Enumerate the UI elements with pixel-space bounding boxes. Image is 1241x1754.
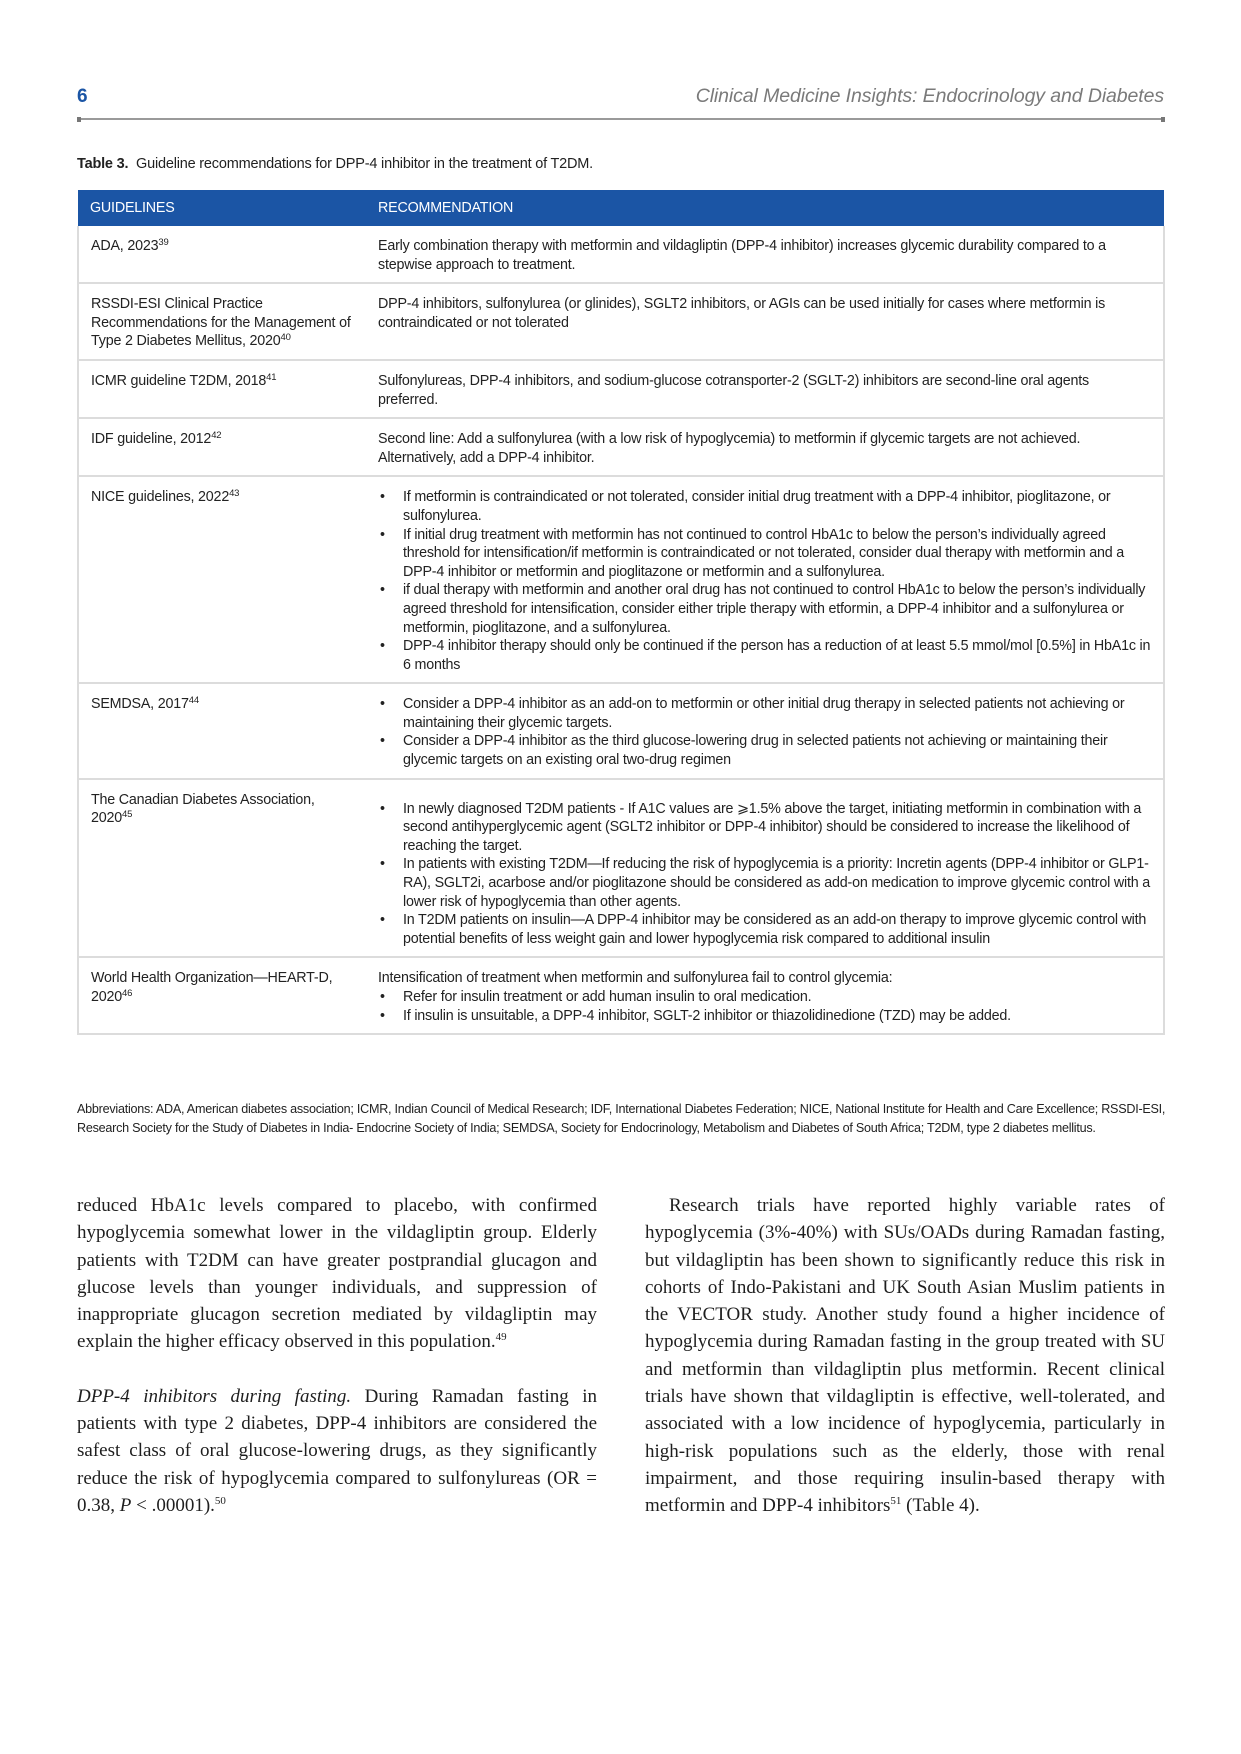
table-header-row — [78, 190, 1164, 226]
recommendation-cell: DPP-4 inhibitors, sulfonylurea (or glinides), SGLT2 inhibitors, or AGIs can be used initially for cases where metformin is contraindicated or not tolerated — [366, 283, 1164, 360]
list-item: • If initial drug treatment with metformin has not continued to control HbA1c to below the person’s individually agreed threshold for intensification/if metformin is contraindicated or not tolerated, consider dual therapy with metformin and a DPP-4 inhibitor or metformin and pioglitazone or metformin and a sulfonylurea. — [378, 526, 1151, 582]
recommendation-line: Alternatively, add a DPP-4 inhibitor. — [378, 449, 595, 466]
body-column-right — [645, 1192, 1165, 1520]
reference-superscript: 44 — [188, 695, 199, 707]
table-row — [78, 683, 1164, 778]
table-row — [78, 957, 1164, 1034]
recommendation-line: Second line: Add a sulfonylurea (with a low risk of hypoglycemia) to metformin if glycemic targets are not achieved. — [378, 431, 1081, 448]
column-header-recommendation: RECOMMENDATION — [366, 190, 1164, 226]
guideline-name: The Canadian Diabetes Association, 2020 — [91, 791, 315, 827]
recommendation-list — [378, 695, 1151, 769]
running-head — [77, 82, 1164, 112]
table-cross-reference: (Table 4). — [901, 1495, 980, 1517]
guideline-name: IDF guideline, 2012 — [91, 431, 212, 448]
list-item: • In T2DM patients on insulin—A DPP-4 inhibitor may be considered as an add-on therapy to improve glycemic control with potential benefits of less weight gain and lower hypoglycemia risk compared to additional insulin — [378, 911, 1151, 948]
section-run-in-heading: DPP-4 inhibitors during fasting. — [77, 1385, 352, 1407]
table-row — [78, 283, 1164, 360]
guideline-cell — [78, 283, 366, 360]
journal-title: Clinical Medicine Insights: Endocrinology and Diabetes — [695, 85, 1164, 107]
list-item: • Consider a DPP-4 inhibitor as the third glucose-lowering drug in selected patients not achieving or maintaining their glycemic targets on an existing oral two-drug regimen — [378, 732, 1151, 769]
list-item: • if dual therapy with metformin and another oral drug has not continued to control HbA1c to below the person’s individually agreed threshold for intensification, consider either triple therapy with etformin, a DPP-4 inhibitor and a sulfonylurea or metformin, pioglitazone, and a sulfonylurea. — [378, 581, 1151, 637]
paragraph-text: During Ramadan fasting in patients with type 2 diabetes, DPP-4 inhibitors are considered the safest class of oral glucose-lowering drugs, as they significantly reduce the risk of hypoglycemia compared to sulfonylureas (OR = 0.38, — [77, 1385, 597, 1516]
reference-superscript: 43 — [229, 488, 240, 500]
column-header-guidelines: GUIDELINES — [78, 190, 366, 226]
recommendation-cell — [366, 957, 1164, 1034]
body-column-left — [77, 1192, 597, 1519]
guideline-name: SEMDSA, 2017 — [91, 696, 189, 713]
guideline-name: ADA, 2023 — [91, 238, 159, 254]
table-row — [78, 226, 1164, 283]
body-paragraph — [77, 1383, 597, 1519]
guideline-cell — [78, 779, 366, 958]
list-item: • In patients with existing T2DM—If reducing the risk of hypoglycemia is a priority: Incretin agents (DPP-4 inhibitor or GLP1-RA), SGLT2i, acarbose and/or pioglitazone should be considered as add-on medication to improve glycemic control with a lower risk of hypoglycemia than other agents. — [378, 855, 1151, 911]
reference-superscript: 51 — [890, 1495, 902, 1508]
guideline-name: ICMR guideline T2DM, 2018 — [91, 372, 267, 389]
table-row — [78, 779, 1164, 958]
recommendation-cell: Early combination therapy with metformin and vildagliptin (DPP-4 inhibitor) increases glycemic durability compared to a stepwise approach to treatment. — [366, 226, 1164, 283]
table-row — [78, 418, 1164, 476]
reference-superscript: 49 — [495, 1331, 507, 1344]
reference-superscript: 39 — [158, 237, 169, 248]
table-row — [78, 476, 1164, 683]
recommendation-cell — [366, 779, 1164, 958]
list-item: • Consider a DPP-4 inhibitor as an add-on to metformin or other initial drug therapy in selected patients not achieving or maintaining their glycemic targets. — [378, 695, 1151, 732]
reference-superscript: 46 — [122, 988, 133, 999]
body-paragraph — [77, 1192, 597, 1356]
list-item: • If metformin is contraindicated or not tolerated, consider initial drug treatment with a DPP-4 inhibitor, pioglitazone, or sulfonylurea. — [378, 488, 1151, 525]
recommendation-cell — [366, 476, 1164, 683]
guideline-cell — [78, 476, 366, 683]
list-item: • In newly diagnosed T2DM patients - If A1C values are ⩾1.5% above the target, initiating metformin in combination with a second antihyperglycemic agent (SGLT2 inhibitor or DPP-4 inhibitor) should be considered to increase the likelihood of reaching the target. — [378, 800, 1151, 856]
recommendation-cell — [366, 683, 1164, 778]
table-caption — [77, 156, 593, 172]
list-item: • If insulin is unsuitable, a DPP-4 inhibitor, SGLT-2 inhibitor or thiazolidinedione (TZD) may be added. — [378, 1007, 1151, 1026]
body-paragraph — [645, 1192, 1165, 1520]
table-row — [78, 360, 1164, 418]
reference-superscript: 40 — [280, 332, 291, 344]
guideline-name: RSSDI-ESI Clinical Practice Recommendations for the Management of Type 2 Diabetes Mellitus, 2020 — [91, 296, 351, 350]
recommendation-list — [378, 800, 1151, 949]
recommendation-cell — [366, 418, 1164, 476]
guideline-cell — [78, 360, 366, 418]
recommendation-intro: Intensification of treatment when metformin and sulfonylurea fail to control glycemia: — [378, 970, 893, 987]
paragraph-text: reduced HbA1c levels compared to placebo, with confirmed hypoglycemia somewhat lower in the vildagliptin group. Elderly patients with T2DM can have greater postprandial glucagon and glucose levels than younger individuals, and suppression of inappropriate glucagon secretion mediated by vildagliptin may explain the higher efficacy observed in this population. — [77, 1195, 597, 1353]
list-item: • DPP-4 inhibitor therapy should only be continued if the person has a reduction of at least 5.5 mmol/mol [0.5%] in HbA1c in 6 months — [378, 637, 1151, 674]
guideline-cell — [78, 683, 366, 778]
guideline-table — [77, 190, 1165, 1035]
table-caption-text: Guideline recommendations for DPP-4 inhibitor in the treatment of T2DM. — [136, 156, 594, 172]
guideline-cell — [78, 226, 366, 283]
reference-superscript: 45 — [122, 809, 133, 821]
paragraph-text: Research trials have reported highly variable rates of hypoglycemia (3%-40%) with SUs/OADs during Ramadan fasting, but vildagliptin has been shown to significantly reduce this risk in cohorts of Indo-Pakistani and UK South Asian Muslim patients in the VECTOR study. Another study found a higher incidence of hypoglycemia during Ramadan fasting in the group treated with SU and metformin than vildagliptin plus metformin. Recent clinical trials have shown that vildagliptin is effective, well-tolerated, and associated with a low incidence of hypoglycemia, particularly in high-risk populations such as the elderly, those with renal impairment, and those requiring insulin-based therapy with metformin and DPP-4 inhibitors — [645, 1195, 1165, 1517]
reference-superscript: 50 — [214, 1494, 226, 1507]
guideline-name: NICE guidelines, 2022 — [91, 489, 230, 506]
paragraph-text: < .00001). — [131, 1494, 215, 1516]
list-item: • Refer for insulin treatment or add human insulin to oral medication. — [378, 988, 1151, 1007]
guideline-cell — [78, 957, 366, 1034]
reference-superscript: 42 — [211, 430, 222, 442]
recommendation-list — [378, 488, 1151, 674]
guideline-name: World Health Organization—HEART-D, 2020 — [91, 970, 333, 1005]
table-abbreviations-footnote: Abbreviations: ADA, American diabetes association; ICMR, Indian Council of Medical Research; IDF, International Diabetes Federation; NICE, National Institute for Health and Care Excellence; RSSDI-ESI, Research Society for the Study of Diabetes in India- Endocrine Society of India; SEMDSA, Society for Endocrinology, Metabolism and Diabetes of South Africa; T2DM, type 2 diabetes mellitus. — [77, 1102, 1166, 1135]
recommendation-list — [378, 988, 1151, 1025]
p-value-symbol: P — [119, 1494, 132, 1516]
header-rule — [77, 118, 1165, 120]
guideline-cell — [78, 418, 366, 476]
table-caption-label: Table 3. — [77, 156, 129, 172]
reference-superscript: 41 — [266, 371, 277, 383]
page-number: 6 — [77, 86, 88, 107]
recommendation-cell: Sulfonylureas, DPP-4 inhibitors, and sodium-glucose cotransporter-2 (SGLT-2) inhibitors are second-line oral agents preferred. — [366, 360, 1164, 418]
